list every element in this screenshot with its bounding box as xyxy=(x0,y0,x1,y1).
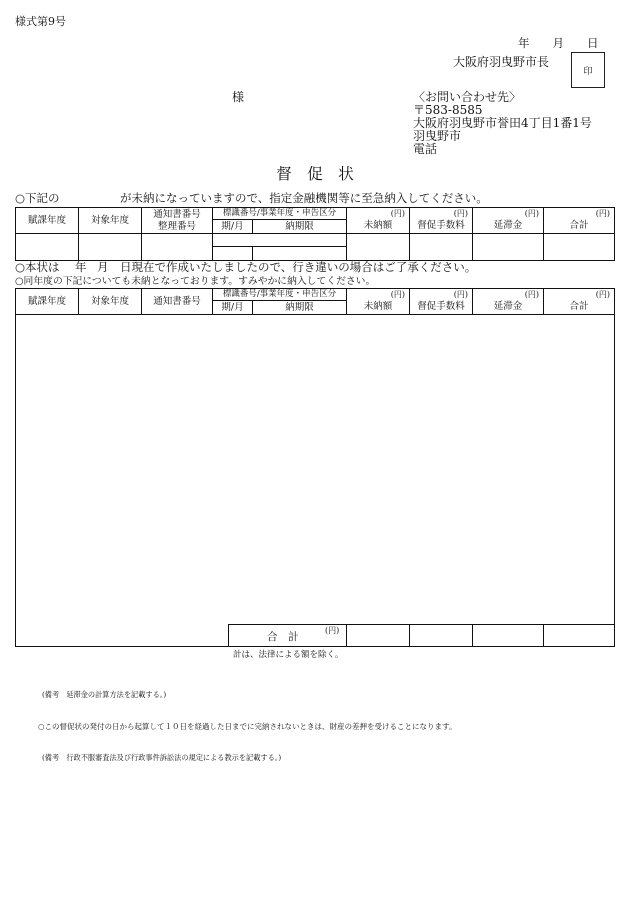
t1-header-period xyxy=(212,219,253,234)
header-label: 合計 xyxy=(569,300,589,312)
unit-yen-label: (円) xyxy=(524,290,539,299)
contact-address: 大阪府羽曳野市誉田4丁目1番1号 xyxy=(413,116,592,130)
unit-yen-label: (円) xyxy=(524,209,539,218)
t1-cell-code xyxy=(212,233,347,247)
t2-total-label-cell xyxy=(228,624,347,647)
t1-cell-unpaid-amount xyxy=(346,233,410,261)
header-label: 対象年度 xyxy=(90,295,129,307)
t2-header-reminder-fee xyxy=(409,288,473,315)
header-label: 期/月 xyxy=(221,301,244,313)
issuer-name: 大阪府羽曳野市長 xyxy=(453,55,550,69)
recipient-suffix: 様 xyxy=(232,90,245,104)
notice2-text: 日現在で作成いたしましたので、行き違いの場合はご了承ください。 xyxy=(120,260,477,274)
t2-header-period xyxy=(212,300,253,315)
remark-late-fee-method: (備考 延滞金の計算方法を記載する。) xyxy=(42,690,167,699)
t1-cell-fiscal-year xyxy=(15,233,79,261)
t2-total-reminder-fee xyxy=(409,624,473,647)
total-footnote: 計は、法律による額を除く。 xyxy=(233,650,344,660)
t1-header-notice-ref-number xyxy=(141,207,213,234)
header-label: 未納額 xyxy=(363,300,393,312)
notice3-text: ○同年度の下記についても未納となっております。すみやかに納入してください。 xyxy=(15,276,376,287)
unit-yen-label: (円) xyxy=(595,209,610,218)
t1-cell-late-fee xyxy=(472,233,544,261)
header-label-reference-number: 整理番号 xyxy=(157,220,196,232)
t2-body-area xyxy=(15,314,615,647)
header-label: 未納額 xyxy=(363,219,393,231)
notice1-text: が未納になっていますので、指定金融機関等に至急納入してください。 xyxy=(120,191,488,205)
unit-yen-label: (円) xyxy=(325,626,340,635)
t1-cell-due-date xyxy=(252,246,347,261)
header-label: 標識番号/事業年度・申告区分 xyxy=(222,208,337,219)
document-title: 督 促 状 xyxy=(276,165,354,183)
form-number: 様式第9号 xyxy=(15,15,66,28)
t2-header-target-year xyxy=(78,288,142,315)
t1-header-late-fee xyxy=(472,207,544,234)
notice2-year: 年 xyxy=(75,260,87,274)
t2-header-fiscal-year xyxy=(15,288,79,315)
official-seal-box xyxy=(571,52,605,88)
contact-heading: 〈お問い合わせ先〉 xyxy=(413,90,522,104)
unit-yen-label: (円) xyxy=(390,209,405,218)
unit-yen-label: (円) xyxy=(390,290,405,299)
seal-mark: 印 xyxy=(583,66,593,77)
header-label-notice-number: 通知書番号 xyxy=(153,208,201,220)
contact-phone-label: 電話 xyxy=(413,142,438,156)
notice2-month: 月 xyxy=(97,260,109,274)
t1-header-total xyxy=(543,207,615,234)
t2-total-grand xyxy=(543,624,615,647)
header-label: 督促手数料 xyxy=(417,300,465,312)
t1-header-due-date xyxy=(252,219,347,234)
header-label: 延滞金 xyxy=(493,300,523,312)
t2-header-total xyxy=(543,288,615,315)
header-label: 標識番号/事業年度・申告区分 xyxy=(222,289,337,300)
header-label: 合計 xyxy=(569,219,589,231)
contact-postal-code: 〒583-8585 xyxy=(413,103,483,117)
unit-yen-label: (円) xyxy=(453,209,468,218)
t1-cell-period xyxy=(212,246,253,261)
issue-date-line: 年 月 日 xyxy=(518,36,599,50)
header-label: 対象年度 xyxy=(90,214,129,226)
t2-header-late-fee xyxy=(472,288,544,315)
header-label: 延滞金 xyxy=(493,219,523,231)
total-label: 合 計 xyxy=(267,631,299,643)
t1-cell-total xyxy=(543,233,615,261)
t1-header-unpaid-amount xyxy=(346,207,410,234)
header-label: 督促手数料 xyxy=(417,219,465,231)
t2-total-late-fee xyxy=(472,624,544,647)
unit-yen-label: (円) xyxy=(453,290,468,299)
contact-office: 羽曳野市 xyxy=(413,129,462,143)
notice1-prefix: ○下記の xyxy=(15,191,60,205)
remark-seizure-warning: ○この督促状の発付の日から起算して１０日を経過した日までに完納されないときは、財産の差押を受けることになります。 xyxy=(38,722,457,731)
t1-cell-target-year xyxy=(78,233,142,261)
t2-header-due-date xyxy=(252,300,347,315)
t1-cell-reminder-fee xyxy=(409,233,473,261)
t2-total-unpaid-amount xyxy=(346,624,410,647)
header-label: 賦課年度 xyxy=(27,214,66,226)
t1-header-target-year xyxy=(78,207,142,234)
header-label: 賦課年度 xyxy=(27,295,66,307)
t1-header-reminder-fee xyxy=(409,207,473,234)
header-label: 納期限 xyxy=(285,220,314,232)
header-label: 期/月 xyxy=(221,220,244,232)
unit-yen-label: (円) xyxy=(595,290,610,299)
header-label: 納期限 xyxy=(285,301,314,313)
header-label: 通知書番号 xyxy=(153,295,201,307)
remark-appeal-notice: (備考 行政不服審査法及び行政事件訴訟法の規定による教示を記載する。) xyxy=(42,753,282,762)
notice2-prefix: ○本状は xyxy=(15,260,60,274)
t1-header-fiscal-year xyxy=(15,207,79,234)
t1-cell-notice-number xyxy=(141,233,213,261)
t2-header-unpaid-amount xyxy=(346,288,410,315)
t2-header-notice-number xyxy=(141,288,213,315)
